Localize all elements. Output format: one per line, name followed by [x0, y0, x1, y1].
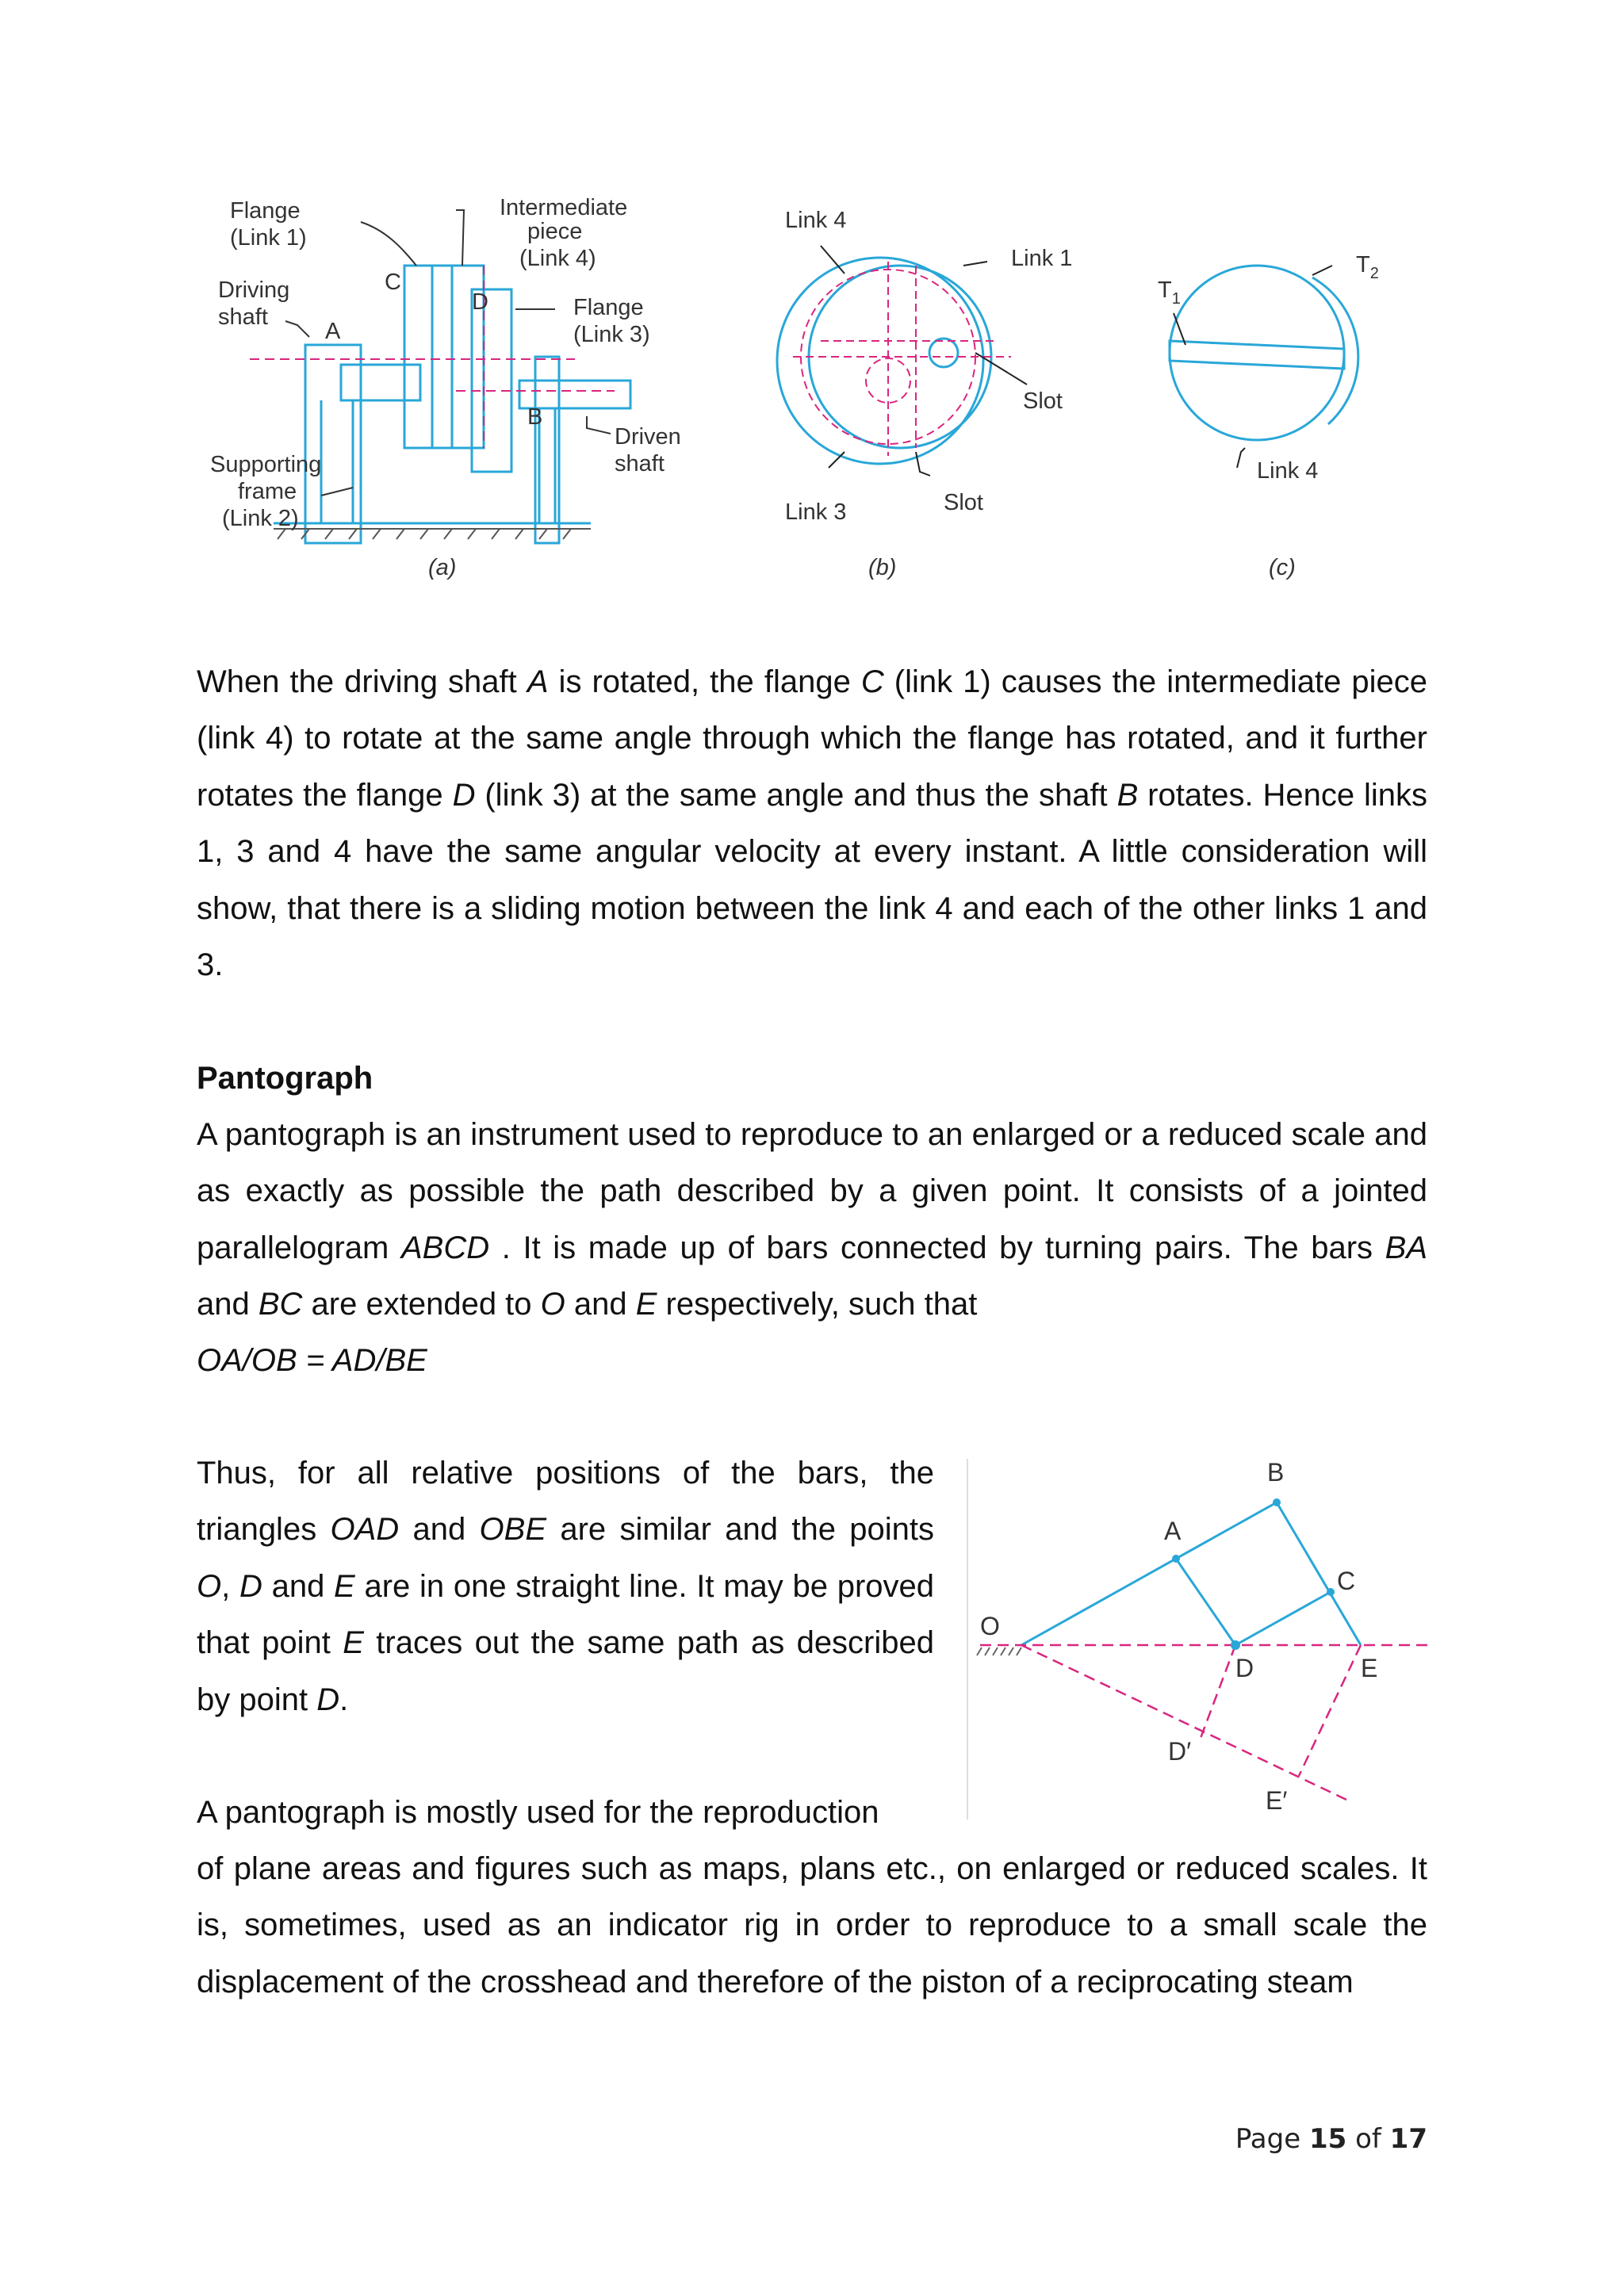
label-A: A: [1164, 1517, 1182, 1545]
paragraph-usage-first-line: A pantograph is mostly used for the reproduction: [197, 1795, 879, 1830]
flange-link3: [472, 289, 511, 472]
joint-b: [1273, 1498, 1281, 1506]
caption-a: (a): [428, 555, 457, 580]
tongue-t1: [1170, 341, 1344, 369]
label-E-prime: E′: [1266, 1786, 1288, 1815]
formula-ratio: OA/OB = AD/BE: [197, 1343, 427, 1378]
bar-OB: [1021, 1502, 1277, 1645]
bar-DC: [1235, 1592, 1331, 1645]
label-driving-shaft: Driving shaft: [218, 277, 290, 330]
point-b: B: [527, 404, 543, 430]
label-O: O: [980, 1612, 1000, 1640]
joint-c: [1327, 1588, 1335, 1596]
label-t2: $T_2$: [1356, 252, 1379, 282]
label-b-link3: Link 3: [785, 499, 847, 525]
line-EE-prime: [1299, 1645, 1361, 1776]
line-DD-prime: [1200, 1645, 1235, 1740]
label-b-link1: Link 1: [1011, 246, 1073, 271]
paragraph-oldham: When the driving shaft A is rotated, the flange C (link 1) causes the intermediate piece (link 4) to rotate at the same angle through which the flange has rotated, and it further rotates the flange D (link 3) at the same angle and thus the shaft B rotates. Hence links 1, 3 and 4 have the same angular velocity at every instant. A little consideration will show, that there is a sliding motion between the link 4 and each of the other links 1 and 3.: [197, 664, 1428, 983]
paragraph-usage: of plane areas and figures such as maps, plans etc., on enlarged or reduced scales. It is, sometimes, used as an indicator rig in order to reproduce to a small scale the displacement of the crosshead and therefore of the piston of a reciprocating steam: [197, 1851, 1427, 1999]
label-b-link4: Link 4: [785, 208, 847, 233]
paragraph-pantograph-intro: A pantograph is an instrument used to reproduce to an enlarged or a reduced scale and as exactly as possible the path described by a given point. It consists of a jointed parallelogram ABCD . It is made up of bars connected by turning pairs. The bars BA and BC are extended to O and E respectively, such that: [197, 1117, 1427, 1322]
caption-c: (c): [1269, 555, 1296, 580]
footer-page-word: Page: [1235, 2123, 1301, 2155]
label-C: C: [1337, 1567, 1356, 1595]
label-D-prime: D′: [1168, 1737, 1192, 1766]
caption-b: (b): [868, 555, 897, 580]
label-driven-shaft: Driven shaft: [615, 424, 681, 476]
label-c-link4: Link 4: [1257, 458, 1319, 484]
label-B: B: [1267, 1458, 1285, 1487]
label-flange-link3: Flange (Link 3): [573, 295, 650, 347]
joint-d: [1231, 1640, 1240, 1650]
label-D: D: [1235, 1654, 1254, 1682]
line-OE-prime: [1021, 1645, 1346, 1800]
driving-shaft: [341, 365, 420, 400]
label-t1: $T_1$: [1158, 277, 1181, 308]
flange-link1: [404, 266, 452, 448]
pantograph-figure: [966, 1451, 1434, 1827]
bar-AD: [1176, 1559, 1235, 1645]
footer-total-pages: 17: [1389, 2123, 1427, 2155]
point-d: D: [472, 289, 488, 315]
footer-of-word: of: [1355, 2123, 1381, 2155]
point-c: C: [385, 270, 401, 295]
footer-current-page: 15: [1308, 2123, 1347, 2155]
label-flange-link1: Flange (Link 1): [230, 198, 307, 251]
joint-a: [1172, 1555, 1180, 1563]
label-E: E: [1361, 1654, 1378, 1682]
heading-pantograph: Pantograph: [197, 1061, 373, 1096]
label-supporting-frame: Supporting frame (Link 2): [210, 452, 322, 531]
label-b-slot1: Slot: [1023, 388, 1063, 414]
oldham-coupling-figure: [202, 186, 1400, 595]
paragraph-similar-triangles: Thus, for all relative positions of the bars, the triangles OAD and OBE are similar and the points O, D and E are in one straight line. It may be proved that point E traces out the same path as described by point D.: [197, 1456, 935, 1717]
link4-disc: [1170, 266, 1344, 440]
point-a: A: [325, 319, 341, 344]
page-footer: [1235, 2123, 1427, 2155]
label-intermediate-piece: Intermediate piece (Link 4): [500, 195, 628, 271]
label-b-slot2: Slot: [944, 490, 983, 515]
